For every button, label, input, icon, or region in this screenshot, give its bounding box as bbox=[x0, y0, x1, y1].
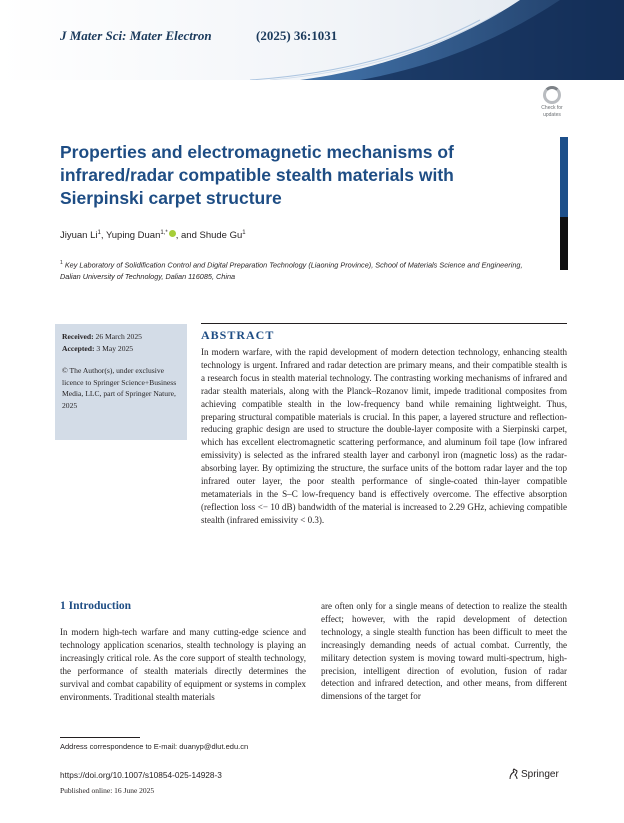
journal-name: J Mater Sci: Mater Electron bbox=[60, 28, 212, 43]
check-updates-label-2: updates bbox=[543, 112, 561, 118]
orcid-icon[interactable] bbox=[169, 230, 176, 237]
received-value: 26 March 2025 bbox=[95, 332, 142, 341]
author-name[interactable]: and Shude Gu bbox=[181, 230, 243, 242]
received-label: Received: bbox=[62, 332, 94, 341]
springer-wordmark: Springer bbox=[521, 769, 559, 780]
decorative-side-bar-accent bbox=[560, 137, 568, 217]
abstract-divider bbox=[201, 323, 567, 324]
accepted-date bbox=[62, 343, 182, 355]
section-heading-introduction: 1 Introduction bbox=[60, 600, 132, 612]
intro-text-left-column: In modern high-tech warfare and many cutting-edge science and technology application scenarios, stealth technology is playing an increasingly critical role. As the core support of stealth technology, the performance of stealth materials directly determines the survival and combat capability of equipment or systems in complex environments. Traditional stealth materials bbox=[60, 627, 306, 702]
accepted-value: 3 May 2025 bbox=[96, 343, 134, 353]
accepted-label: Accepted: bbox=[62, 343, 95, 353]
affiliation-text: Key Laboratory of Solidification Control and Digital Preparation Technology (Liaoning Province), School of Materials Science and Engineering, Dalian University of Technology, Dalian 116085, China bbox=[60, 260, 523, 282]
springer-logo[interactable] bbox=[508, 768, 559, 780]
author-name[interactable]: Yuping Duan bbox=[105, 230, 161, 242]
check-for-updates-badge[interactable] bbox=[537, 86, 567, 116]
doi-link[interactable]: https://doi.org/10.1007/s10854-025-14928-3 bbox=[60, 770, 222, 780]
author-affil-mark: 1,* bbox=[160, 230, 168, 236]
article-title: Properties and electromagnetic mechanisms of infrared/radar compatible stealth materials with Sierpinski carpet structure bbox=[60, 142, 454, 208]
abstract-heading: ABSTRACT bbox=[201, 328, 275, 342]
affiliation bbox=[60, 257, 530, 283]
article-info-box bbox=[55, 324, 187, 440]
intro-text-right-column: are often only for a single means of detection to realize the stealth effect; however, with the rapid development of detection technology, a single stealth function has been difficult to meet the increasingly demanding needs of actual combat. Currently, the military detection system is moving toward multi-spectrum, high-precision, intelligent direction of evolution, fusion of radar detection and infrared detection, and other means, from different dimensions of the target for bbox=[321, 601, 567, 702]
affiliation-mark: 1 bbox=[60, 260, 63, 266]
author-name[interactable]: Jiyuan Li bbox=[60, 230, 98, 242]
author-affil-mark: 1 bbox=[242, 230, 246, 236]
received-date bbox=[62, 331, 182, 343]
published-date: Published online: 16 June 2025 bbox=[60, 786, 155, 795]
author-affil-mark: 1 bbox=[97, 230, 101, 236]
abstract-text: In modern warfare, with the rapid development of modern detection technology, enhancing stealth technology is urgent. Infrared and radar detection are primary means, and their compatible stealth is a research focus in stealth material technology. The contrasting working mechanisms of infrared and radar stealth materials, along with the Planck–Rozanov limit, impede traditional composites from achieving compatible stealth in the low-frequency band while remaining lightweight. Thus, preparing structural compatible materials is crucial. In this paper, a layered structure and reflection-reducing graphic design are used to structure the double-layer composite with a Sierpinski carpet, which has excellent electromagnetic scattering performance, and aluminum foil tape (low infrared emissivity) is selected as the infrared stealth layer and carbonyl iron (magnetic loss) as the radar-absorbing layer. By optimizing the structure, the surface units of the bottom radar layer and the top infrared outer layer, the poor stealth performance of single-coated thin-layer compatible metamaterials in the S–C low-frequency band is effectively overcome. The effective absorption (reflection loss <− 10 dB) bandwidth of the material is increased to 2.29 GHz, achieving compatible stealth (infrared emissivity < 0.3). bbox=[201, 347, 567, 525]
check-updates-icon bbox=[543, 86, 561, 104]
copyright-license: © The Author(s), under exclusive licence to Springer Science+Business Media, LLC, part of Springer Nature, 2025 bbox=[62, 366, 177, 410]
footnote-divider bbox=[60, 737, 140, 738]
journal-volume: (2025) 36:1031 bbox=[256, 28, 338, 43]
decorative-side-bar bbox=[560, 137, 568, 270]
check-updates-label-1: Check for bbox=[541, 105, 563, 111]
correspondence-footnote: Address correspondence to E-mail: duanyp@dlut.edu.cn bbox=[60, 742, 249, 751]
author-list: Jiyuan Li$^1$, Yuping Duan$^{1,*}$ , and Shude Gu$^1$ bbox=[60, 230, 246, 242]
springer-horse-icon bbox=[508, 768, 519, 780]
